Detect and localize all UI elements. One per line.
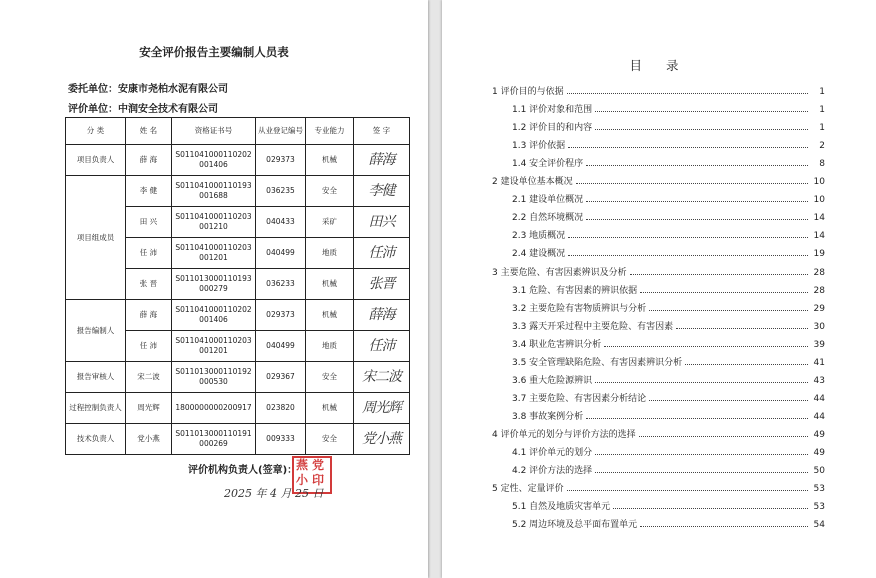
left-page bbox=[0, 0, 428, 578]
staff-signature: 田兴 bbox=[354, 207, 410, 238]
evaluator-label: 评价单位： bbox=[68, 104, 118, 115]
toc-label: 4 评价单元的划分与评价方法的选择 bbox=[492, 429, 636, 440]
toc-entry bbox=[512, 440, 825, 458]
toc-label: 3 主要危险、有害因素辨识及分析 bbox=[492, 267, 627, 278]
staff-signature: 薛海 bbox=[354, 145, 410, 176]
toc-leader-dots bbox=[576, 182, 808, 184]
staff-reg: 036235 bbox=[256, 176, 306, 207]
staff-name: 薛 海 bbox=[126, 145, 172, 176]
toc-leader-dots bbox=[685, 363, 808, 365]
header-field: 专业能力 bbox=[306, 118, 354, 145]
staff-field: 机械 bbox=[306, 300, 354, 331]
toc-page-number: 14 bbox=[813, 213, 825, 224]
toc-leader-dots bbox=[568, 254, 808, 256]
toc-label: 5.1 自然及地质灾害单元 bbox=[512, 502, 611, 513]
toc-leader-dots bbox=[595, 471, 808, 473]
toc-entry bbox=[512, 205, 825, 223]
toc-leader-dots bbox=[640, 291, 808, 293]
toc-label: 2 建设单位基本概况 bbox=[492, 177, 573, 188]
toc-leader-dots bbox=[595, 128, 808, 130]
toc-page-number: 50 bbox=[813, 466, 825, 477]
right-page bbox=[442, 0, 876, 578]
toc-label: 2.2 自然环境概况 bbox=[512, 213, 584, 224]
toc-leader-dots bbox=[649, 399, 808, 401]
staff-signature: 宋二波 bbox=[354, 362, 410, 393]
staff-reg: 040499 bbox=[256, 238, 306, 269]
signed-date: 2025 年 4 月 25 日 bbox=[224, 487, 324, 500]
toc-page-number: 1 bbox=[819, 123, 825, 134]
toc-leader-dots bbox=[649, 309, 808, 311]
toc-page-number: 14 bbox=[813, 231, 825, 242]
evaluator-value: 中润安全技术有限公司 bbox=[118, 104, 218, 115]
staff-signature: 任沛 bbox=[354, 331, 410, 362]
staff-name: 宋二波 bbox=[126, 362, 172, 393]
staff-cert: S011041000110203001201 bbox=[172, 238, 256, 269]
toc-label: 4.2 评价方法的选择 bbox=[512, 466, 593, 477]
header-category: 分 类 bbox=[66, 118, 126, 145]
toc-label: 2.1 建设单位概况 bbox=[512, 195, 584, 206]
staff-reg: 040433 bbox=[256, 207, 306, 238]
toc-page-number: 41 bbox=[813, 357, 825, 368]
staff-signature: 张晋 bbox=[354, 269, 410, 300]
toc-label: 3.2 主要危险有害物质辨识与分析 bbox=[512, 303, 647, 314]
toc-entry bbox=[512, 241, 825, 259]
toc-entry bbox=[512, 386, 825, 404]
toc-page-number: 54 bbox=[813, 520, 825, 531]
page-title: 安全评价报告主要编制人员表 bbox=[139, 45, 289, 59]
toc-leader-dots bbox=[676, 327, 808, 329]
toc-entry bbox=[512, 133, 825, 151]
staff-field: 地质 bbox=[306, 238, 354, 269]
staff-cert: S011013000110193000279 bbox=[172, 269, 256, 300]
group-label: 报告审核人 bbox=[66, 362, 126, 393]
header-name: 姓 名 bbox=[126, 118, 172, 145]
toc-entry bbox=[512, 458, 825, 476]
toc-page-number: 2 bbox=[819, 141, 825, 152]
toc-entry bbox=[492, 169, 825, 187]
toc-title: 目 录 bbox=[629, 58, 689, 73]
table-header-row bbox=[66, 118, 410, 145]
toc-entry bbox=[512, 223, 825, 241]
staff-field: 安全 bbox=[306, 176, 354, 207]
toc-page-number: 44 bbox=[813, 393, 825, 404]
toc-entry bbox=[492, 476, 825, 494]
toc-page-number: 44 bbox=[813, 411, 825, 422]
header-cert: 资格证书号 bbox=[172, 118, 256, 145]
toc-entry bbox=[492, 79, 825, 97]
toc-entry bbox=[512, 350, 825, 368]
toc-leader-dots bbox=[639, 435, 808, 437]
toc-label: 4.1 评价单元的划分 bbox=[512, 448, 593, 458]
toc-leader-dots bbox=[568, 236, 808, 238]
toc-label: 2.3 地质概况 bbox=[512, 231, 566, 242]
staff-reg: 023820 bbox=[256, 393, 306, 424]
toc-leader-dots bbox=[630, 273, 808, 275]
toc-leader-dots bbox=[613, 507, 808, 509]
staff-reg: 029373 bbox=[256, 145, 306, 176]
toc-leader-dots bbox=[586, 218, 808, 220]
toc-label: 1.2 评价目的和内容 bbox=[512, 123, 593, 134]
staff-reg: 009333 bbox=[256, 424, 306, 455]
toc-page-number: 28 bbox=[813, 285, 825, 296]
seal-stamp: 燕党小印 bbox=[292, 456, 332, 494]
staff-name: 任 沛 bbox=[126, 331, 172, 362]
toc-page-number: 53 bbox=[813, 484, 825, 495]
toc-label: 3.5 安全管理缺陷危险、有害因素辨识分析 bbox=[512, 357, 683, 368]
toc-leader-dots bbox=[586, 200, 808, 202]
toc-entry bbox=[512, 512, 825, 530]
toc-entry bbox=[512, 278, 825, 296]
table-row bbox=[66, 176, 410, 207]
toc-label: 3.1 危险、有害因素的辨识依据 bbox=[512, 285, 638, 296]
staff-name: 周光辉 bbox=[126, 393, 172, 424]
toc-leader-dots bbox=[595, 453, 808, 455]
toc-entry bbox=[512, 368, 825, 386]
group-label: 项目负责人 bbox=[66, 145, 126, 176]
toc-page-number: 1 bbox=[819, 105, 825, 116]
group-label: 报告编制人 bbox=[66, 300, 126, 362]
toc-label: 3.8 事故案例分析 bbox=[512, 411, 584, 422]
staff-cert: 1800000000200917 bbox=[172, 393, 256, 424]
table-row bbox=[66, 393, 410, 424]
table-row bbox=[66, 362, 410, 393]
group-label: 项目组成员 bbox=[66, 176, 126, 300]
toc-page-number: 29 bbox=[813, 303, 825, 314]
toc-leader-dots bbox=[568, 146, 808, 148]
staff-table bbox=[65, 117, 410, 455]
staff-field: 安全 bbox=[306, 362, 354, 393]
header-signature: 签 字 bbox=[354, 118, 410, 145]
toc-entry bbox=[512, 314, 825, 332]
toc-label: 5 定性、定量评价 bbox=[492, 484, 564, 495]
toc-label: 2.4 建设概况 bbox=[512, 249, 566, 260]
toc-leader-dots bbox=[586, 164, 808, 166]
toc-page-number: 49 bbox=[813, 448, 825, 458]
staff-reg: 029367 bbox=[256, 362, 306, 393]
toc-entry bbox=[512, 115, 825, 133]
toc-page-number: 1 bbox=[819, 87, 825, 97]
toc-entry bbox=[492, 422, 825, 440]
toc-leader-dots bbox=[586, 417, 808, 419]
staff-field: 采矿 bbox=[306, 207, 354, 238]
toc-label: 1.1 评价对象和范围 bbox=[512, 105, 593, 116]
staff-signature: 李健 bbox=[354, 176, 410, 207]
toc-label: 5.2 周边环境及总平面布置单元 bbox=[512, 520, 638, 531]
toc-entry bbox=[512, 494, 825, 512]
toc-label: 1.4 安全评价程序 bbox=[512, 159, 584, 170]
table-row bbox=[66, 145, 410, 176]
toc-label: 1 评价目的与依据 bbox=[492, 87, 564, 97]
staff-signature: 周光辉 bbox=[354, 393, 410, 424]
staff-name: 任 沛 bbox=[126, 238, 172, 269]
staff-signature: 薛海 bbox=[354, 300, 410, 331]
toc-leader-dots bbox=[604, 345, 808, 347]
toc-entry bbox=[512, 151, 825, 169]
staff-field: 机械 bbox=[306, 145, 354, 176]
staff-cert: S011041000110202001406 bbox=[172, 145, 256, 176]
toc-entry bbox=[512, 187, 825, 205]
toc-page-number: 28 bbox=[813, 267, 825, 278]
staff-field: 安全 bbox=[306, 424, 354, 455]
toc-page-number: 19 bbox=[813, 249, 825, 260]
staff-field: 地质 bbox=[306, 331, 354, 362]
toc-label: 1.3 评价依据 bbox=[512, 141, 566, 152]
toc-page-number: 10 bbox=[813, 177, 825, 188]
staff-cert: S011013000110192000530 bbox=[172, 362, 256, 393]
staff-signature: 任沛 bbox=[354, 238, 410, 269]
staff-signature: 党小燕 bbox=[354, 424, 410, 455]
toc-entry bbox=[512, 296, 825, 314]
group-label: 技术负责人 bbox=[66, 424, 126, 455]
toc-page-number: 10 bbox=[813, 195, 825, 206]
toc-leader-dots bbox=[640, 525, 808, 527]
client-line bbox=[68, 80, 228, 95]
client-value: 安康市尧柏水泥有限公司 bbox=[118, 84, 228, 95]
header-reg: 从业登记编号 bbox=[256, 118, 306, 145]
toc-entry bbox=[512, 97, 825, 115]
staff-reg: 040499 bbox=[256, 331, 306, 362]
toc-entry bbox=[492, 260, 825, 278]
toc-page-number: 49 bbox=[813, 429, 825, 440]
toc-page-number: 39 bbox=[813, 339, 825, 350]
staff-name: 张 晋 bbox=[126, 269, 172, 300]
toc-entry bbox=[512, 404, 825, 422]
toc-entry bbox=[512, 332, 825, 350]
toc-label: 3.3 露天开采过程中主要危险、有害因素 bbox=[512, 321, 674, 332]
staff-cert: S011041000110202001406 bbox=[172, 300, 256, 331]
toc-label: 3.6 重大危险源辨识 bbox=[512, 375, 593, 386]
staff-cert: S011041000110193001688 bbox=[172, 176, 256, 207]
toc-leader-dots bbox=[567, 92, 808, 94]
toc-page-number: 8 bbox=[819, 159, 825, 170]
toc-label: 3.4 职业危害辨识分析 bbox=[512, 339, 602, 350]
toc-page-number: 30 bbox=[813, 321, 825, 332]
toc-label: 3.7 主要危险、有害因素分析结论 bbox=[512, 393, 647, 404]
group-label: 过程控制负责人 bbox=[66, 393, 126, 424]
agency-head-label: 评价机构负责人(签章)： bbox=[188, 465, 298, 476]
staff-field: 机械 bbox=[306, 393, 354, 424]
staff-field: 机械 bbox=[306, 269, 354, 300]
staff-name: 薛 海 bbox=[126, 300, 172, 331]
staff-name: 李 健 bbox=[126, 176, 172, 207]
toc-leader-dots bbox=[595, 381, 808, 383]
toc-leader-dots bbox=[567, 489, 808, 491]
staff-name: 党小燕 bbox=[126, 424, 172, 455]
toc-page-number: 43 bbox=[813, 375, 825, 386]
staff-reg: 029373 bbox=[256, 300, 306, 331]
table-row bbox=[66, 300, 410, 331]
staff-cert: S011041000110203001210 bbox=[172, 207, 256, 238]
toc-leader-dots bbox=[595, 110, 808, 112]
client-label: 委托单位： bbox=[68, 84, 118, 95]
staff-cert: S011013000110191000269 bbox=[172, 424, 256, 455]
evaluator-line bbox=[68, 100, 218, 115]
staff-reg: 036233 bbox=[256, 269, 306, 300]
staff-cert: S011041000110203001201 bbox=[172, 331, 256, 362]
table-row bbox=[66, 424, 410, 455]
toc-page-number: 53 bbox=[813, 502, 825, 513]
staff-name: 田 兴 bbox=[126, 207, 172, 238]
